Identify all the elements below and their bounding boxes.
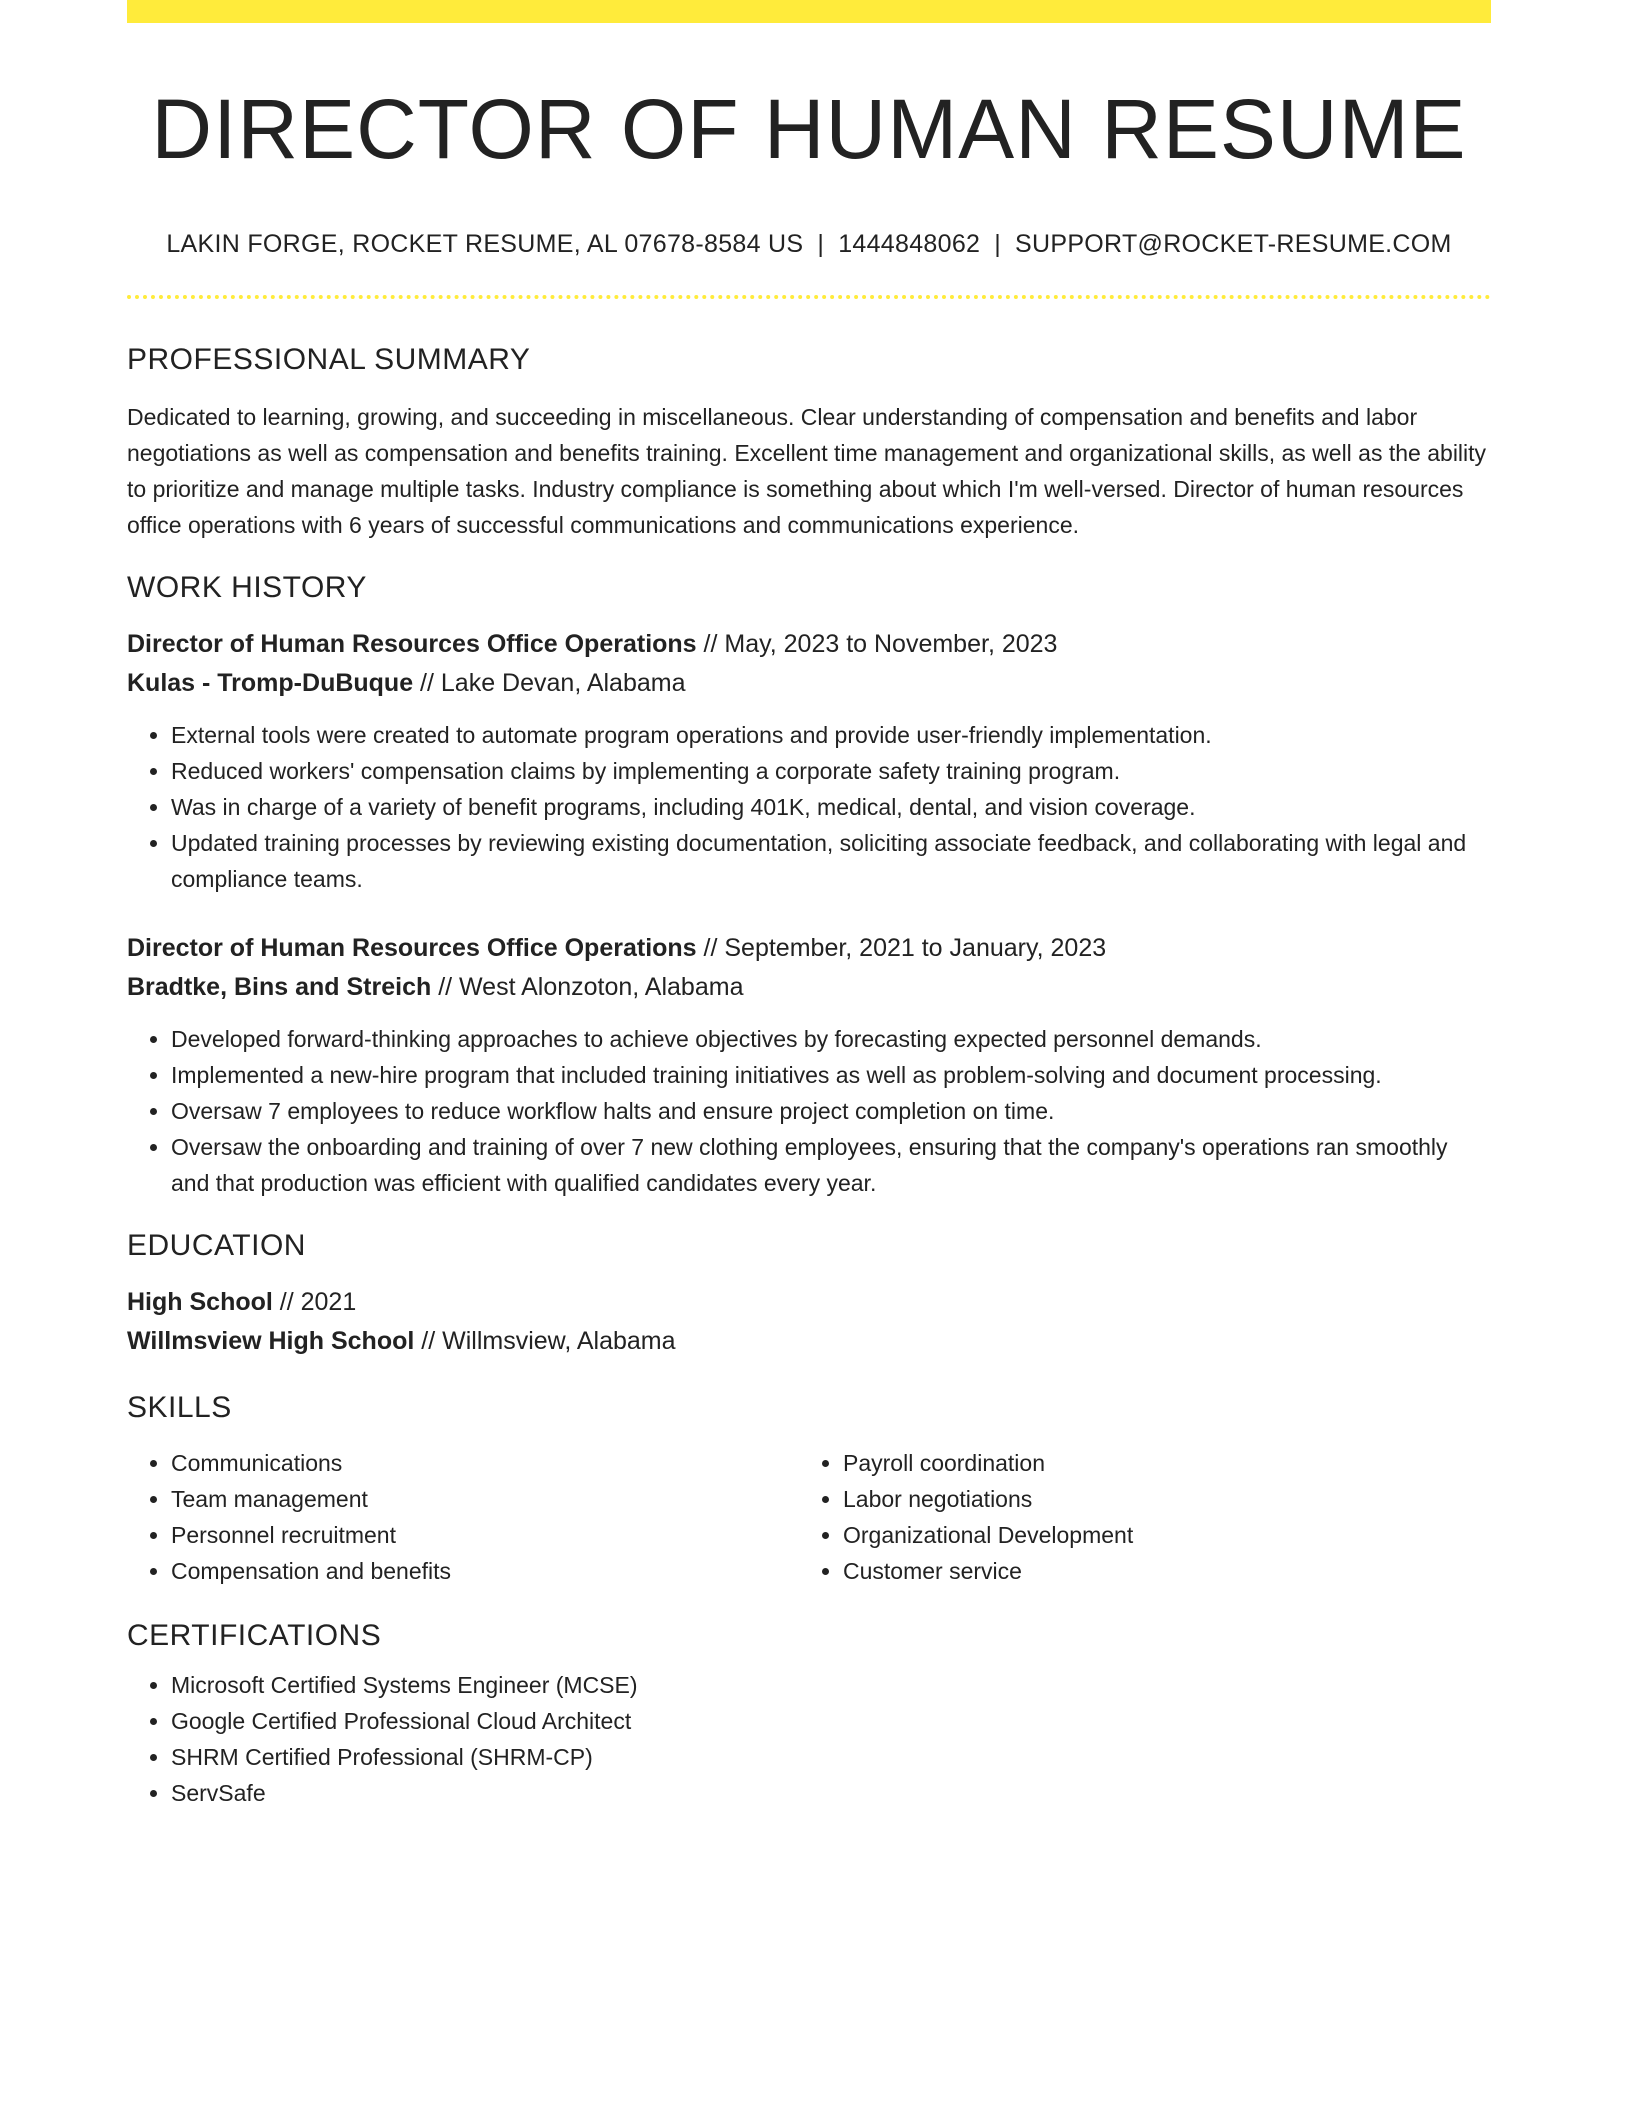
certifications-heading: CERTIFICATIONS: [127, 1618, 382, 1652]
education-heading: EDUCATION: [127, 1228, 306, 1262]
job-bullet: • Implemented a new-hire program that included training initiatives as well as problem-solving and document processing.: [171, 1057, 1491, 1093]
job-bullets: [127, 717, 1491, 897]
education-year: // 2021: [272, 1287, 357, 1316]
skill-item: • Organizational Development: [843, 1517, 1471, 1553]
job-bullet: • Developed forward-thinking approaches to achieve objectives by forecasting expected personnel demands.: [171, 1021, 1491, 1057]
skill-item: • Labor negotiations: [843, 1481, 1471, 1517]
job-company: Bradtke, Bins and Streich: [127, 972, 432, 1001]
education-degree-line: [127, 1283, 1491, 1322]
job-entry: [127, 929, 1491, 1201]
resume-title: DIRECTOR OF HUMAN RESUME: [151, 82, 1467, 176]
skill-item: • Communications: [171, 1445, 799, 1481]
job-bullet: • Oversaw the onboarding and training of over 7 new clothing employees, ensuring that the company's operations ran smoothly and that production was efficient with qualified candidates every year.: [171, 1129, 1491, 1201]
contact-separator: |: [817, 229, 825, 258]
job-bullet: • Reduced workers' compensation claims by implementing a corporate safety training program.: [171, 753, 1491, 789]
education-degree: High School: [127, 1287, 273, 1316]
job-bullets: [127, 1021, 1491, 1201]
job-entry: [127, 625, 1491, 897]
job-bullet: • Updated training processes by reviewing existing documentation, soliciting associate feedback, and collaborating with legal and compliance teams.: [171, 825, 1491, 897]
skills-grid: [127, 1445, 1491, 1589]
skill-item: • Team management: [171, 1481, 799, 1517]
certification-item: • Microsoft Certified Systems Engineer (MCSE): [171, 1667, 1491, 1703]
contact-line: [127, 230, 1491, 259]
contact-email: SUPPORT@ROCKET-RESUME.COM: [1015, 229, 1452, 258]
job-company-line: [127, 968, 1491, 1007]
job-bullet: • Was in charge of a variety of benefit programs, including 401K, medical, dental, and vision coverage.: [171, 789, 1491, 825]
certification-item: • Google Certified Professional Cloud Architect: [171, 1703, 1491, 1739]
education-school-line: [127, 1322, 1491, 1361]
certification-item: • ServSafe: [171, 1775, 1491, 1811]
job-role: Director of Human Resources Office Operations: [127, 933, 697, 962]
job-company-line: [127, 664, 1491, 703]
skill-item: • Customer service: [843, 1553, 1471, 1589]
skill-item: • Compensation and benefits: [171, 1553, 799, 1589]
education-entry: [127, 1283, 1491, 1361]
skill-item: • Payroll coordination: [843, 1445, 1471, 1481]
job-title-line: [127, 625, 1491, 664]
contact-phone: 1444848062: [838, 229, 981, 258]
job-dates: // May, 2023 to November, 2023: [696, 629, 1058, 658]
job-title-line: [127, 929, 1491, 968]
dotted-divider: [127, 295, 1491, 299]
job-location: // Lake Devan, Alabama: [413, 668, 686, 697]
certification-item: • SHRM Certified Professional (SHRM-CP): [171, 1739, 1491, 1775]
skill-item: • Personnel recruitment: [171, 1517, 799, 1553]
summary-text: Dedicated to learning, growing, and succeeding in miscellaneous. Clear understanding of compensation and benefits and labor negotiations as well as compensation and benefits training. Excellent time management and organizational skills, as well as the ability to prioritize and manage multiple tasks. Industry compliance is something about which I'm well-versed. Director of human resources office operations with 6 years of successful communications and communications experience.: [127, 403, 1487, 538]
accent-bar: [127, 0, 1491, 23]
job-dates: // September, 2021 to January, 2023: [696, 933, 1107, 962]
resume-content: [127, 23, 1491, 1811]
work-history-heading: WORK HISTORY: [127, 570, 367, 604]
contact-separator: |: [994, 229, 1002, 258]
job-bullet: • Oversaw 7 employees to reduce workflow halts and ensure project completion on time.: [171, 1093, 1491, 1129]
education-location: // Willmsview, Alabama: [414, 1326, 676, 1355]
education-school: Willmsview High School: [127, 1326, 415, 1355]
job-company: Kulas - Tromp-DuBuque: [127, 668, 414, 697]
skills-heading: SKILLS: [127, 1390, 232, 1424]
job-role: Director of Human Resources Office Operations: [127, 629, 697, 658]
summary-heading: PROFESSIONAL SUMMARY: [127, 342, 531, 376]
certifications-list: [127, 1667, 1491, 1811]
job-bullet: • External tools were created to automate program operations and provide user-friendly implementation.: [171, 717, 1491, 753]
contact-address: LAKIN FORGE, ROCKET RESUME, AL 07678-8584 US: [166, 229, 804, 258]
skills-column-left: [127, 1445, 799, 1589]
skills-column-right: [799, 1445, 1471, 1589]
job-location: // West Alonzoton, Alabama: [431, 972, 744, 1001]
